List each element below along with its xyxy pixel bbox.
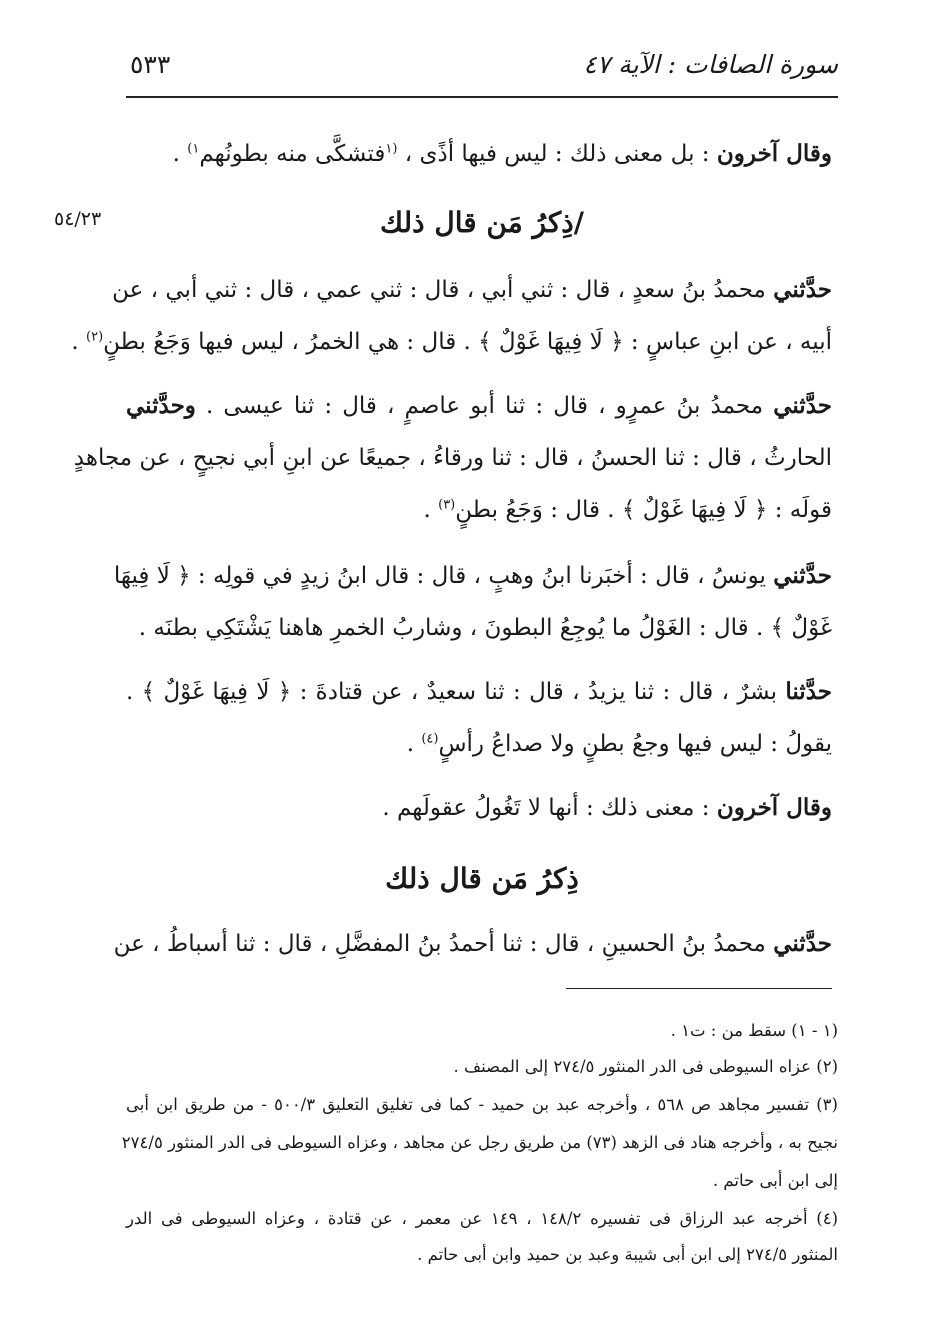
footnote: إلى ابن أبى حاتم . <box>712 1171 838 1190</box>
section-heading: ذِكرُ مَن قال ذلك <box>385 862 579 895</box>
footnote: (٤) أخرجه عبد الرزاق فى تفسيره ١٤٨/٢ ، ١٤٩ عن معمر ، عن قتادة ، وعزاه السيوطى فى الدر <box>126 1209 839 1228</box>
paragraph-lead: وحدَّثني <box>126 392 196 419</box>
footnote-marker: (١ <box>385 141 398 157</box>
footnote-marker: (٣) <box>438 497 456 513</box>
section-heading: /ذِكرُ مَن قال ذلك <box>380 206 584 239</box>
paragraph-lead: وقال آخرون <box>716 140 832 167</box>
footnote: المنثور ٢٧٤/٥ إلى ابن أبى شيبة وعبد بن حميد وابن أبى حاتم . <box>417 1245 838 1264</box>
paragraph-line <box>113 928 832 960</box>
paragraph-line <box>73 442 832 474</box>
paragraph-text: : بل معنى ذلك : ليس فيها أذًى ، <box>397 141 717 167</box>
footnote-marker: ١) <box>187 141 200 157</box>
paragraph-lead: حدَّثني <box>773 930 832 957</box>
running-header-title: سورة الصافات : الآية ٤٧ <box>583 50 838 79</box>
paragraph-text: يقولُ : ليس فيها وجعُ بطنٍ ولا صداعُ رأسٍ <box>438 731 832 757</box>
paragraph-lead: حدَّثني <box>773 276 832 303</box>
paragraph-line <box>113 560 832 592</box>
paragraph-lead: وقال آخرون <box>716 794 832 821</box>
paragraph-text: : معنى ذلك : أنها لا تَغُولُ عقولَهم . <box>382 795 717 821</box>
footnote-rule <box>566 988 832 989</box>
footnote: (٣) تفسير مجاهد ص ٥٦٨ ، وأخرجه عبد بن حميد - كما فى تغليق التعليق ٥٠٠/٣ - من طريق ابن أبى <box>126 1095 838 1114</box>
paragraph-text: قولَه : ﴿ لَا فِيهَا غَوْلٌ ﴾ . قال : وَجَعُ بطنٍ <box>455 497 832 523</box>
footnote: (٢) عزاه السيوطى فى الدر المنثور ٢٧٤/٥ إلى المصنف . <box>453 1057 838 1076</box>
paragraph-line <box>112 274 832 306</box>
paragraph-text: غَوْلٌ ﴾ . قال : الغَوْلُ ما يُوجِعُ البطونَ ، وشاربُ الخمرِ هاهنا يَشْتَكِي بطنَه . <box>138 615 832 641</box>
paragraph-line <box>71 326 832 358</box>
header-rule <box>126 96 838 98</box>
paragraph-line <box>126 494 832 526</box>
paragraph-lead: حدَّثني <box>773 562 832 589</box>
footnote-marker: (٤) <box>421 731 439 747</box>
paragraph-text: محمدُ بنُ سعدٍ ، قال : ثني أبي ، قال : ثني عمي ، قال : ثني أبي ، عن <box>112 277 774 303</box>
footnote: نجيح به ، وأخرجه هناد فى الزهد (٧٣) من طريق رجل عن مجاهد ، وعزاه السيوطى فى الدر المنثور ٢٧٤/٥ <box>121 1133 838 1152</box>
footnote: (١ - ١) سقط من : ت١ . <box>670 1021 838 1040</box>
paragraph-text: يونسُ ، قال : أخبَرنا ابنُ وهبٍ ، قال : قال ابنُ زيدٍ في قولِه : ﴿ لَا فِيهَا <box>113 563 774 589</box>
margin-reference: ٥٤/٢٣ <box>54 208 102 230</box>
paragraph-line <box>126 138 832 170</box>
paragraph-line <box>126 390 832 422</box>
paragraph-line <box>126 728 832 760</box>
running-header <box>126 44 838 96</box>
paragraph-text: . <box>71 329 86 355</box>
paragraph-lead: حدَّثني <box>773 392 832 419</box>
paragraph-lead: حدَّثنا <box>785 678 832 705</box>
footnote-marker: (٢) <box>86 329 104 345</box>
paragraph-text: محمدُ بنُ الحسينِ ، قال : ثنا أحمدُ بنُ المفضَّلِ ، قال : ثنا أسباطُ ، عن <box>113 931 774 957</box>
paragraph-text: محمدُ بنُ عمرٍو ، قال : ثنا أبو عاصمٍ ، قال : ثنا عيسى . <box>195 393 774 419</box>
paragraph-text: . <box>172 141 188 167</box>
paragraph-text: . <box>406 731 422 757</box>
paragraph-text: . <box>423 497 439 523</box>
paragraph-line <box>126 792 832 824</box>
paragraph-text: أبيه ، عن ابنِ عباسٍ : ﴿ لَا فِيهَا غَوْلٌ ﴾ . قال : هي الخمرُ ، ليس فيها وَجَعُ بطنٍ <box>103 329 832 355</box>
paragraph-text: الحارثُ ، قال : ثنا الحسنُ ، قال : ثنا ورقاءُ ، جميعًا عن ابنِ أبي نجيحٍ ، عن مجاهدٍ <box>73 445 832 471</box>
paragraph-line <box>126 676 832 708</box>
paragraph-text: فتشكَّى منه بطونُهم <box>199 141 386 167</box>
paragraph-line <box>126 612 832 644</box>
page-number: ٥٣٣ <box>130 50 171 79</box>
paragraph-text: بشرٌ ، قال : ثنا يزيدُ ، قال : ثنا سعيدٌ ، عن قتادةَ : ﴿ لَا فِيهَا غَوْلٌ ﴾ . <box>126 679 786 705</box>
